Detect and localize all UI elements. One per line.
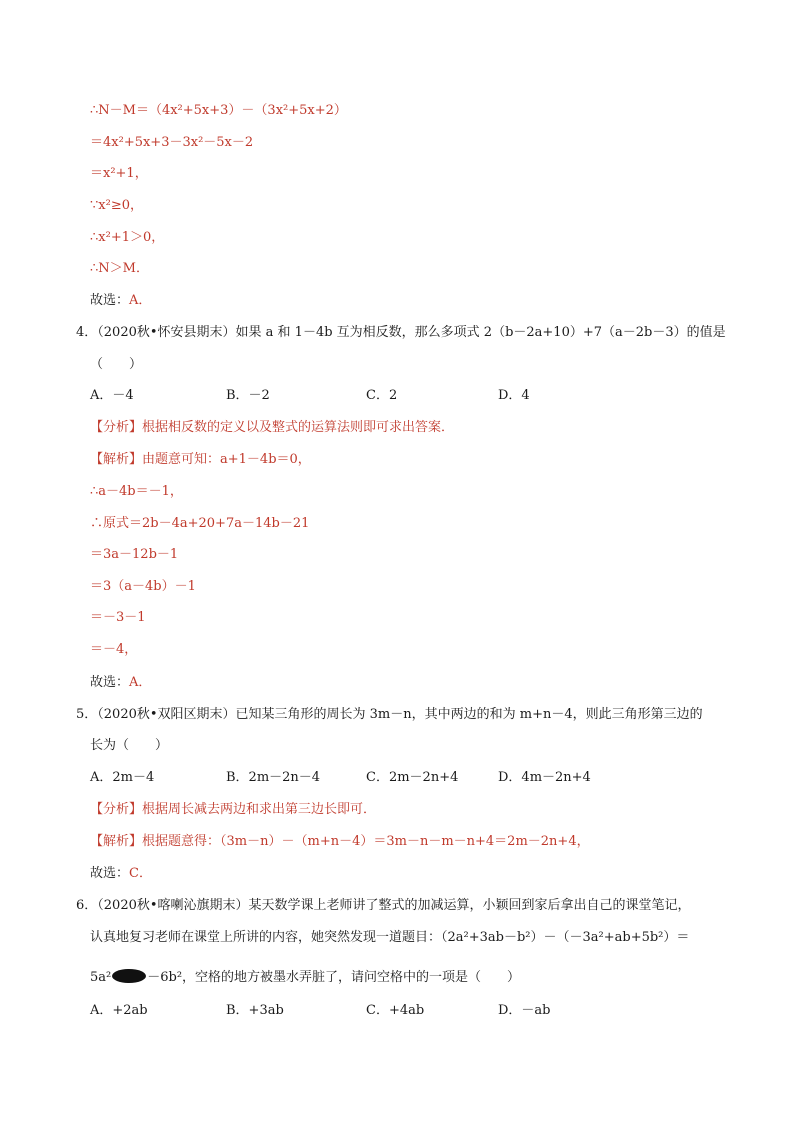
question-6-stem-cont: 认真地复习老师在课堂上所讲的内容，她突然发现一道题目：（2a²+3ab－b²）－（－3a²+ab+5b²）＝: [90, 930, 690, 945]
option-a: A．－4: [90, 388, 134, 403]
analysis-text: 根据周长减去两边和求出第三边长即可．: [142, 802, 377, 817]
option-d: D．4m－2n+4: [498, 770, 591, 785]
solution-tag: 【解析】: [90, 452, 143, 467]
solution-line: ＝－4，: [90, 642, 138, 657]
answer-prefix: 故选：: [90, 675, 130, 690]
question-4-stem: 4．（2020秋•怀安县期末）如果 a 和 1－4b 互为相反数，那么多项式 2（b－2a+10）+7（a－2b－3）的值是: [76, 325, 726, 340]
solution-line: [90, 832, 590, 852]
ink-blot-icon: [112, 969, 146, 983]
solution-line: ∵x²≥0，: [90, 198, 143, 213]
solution-line: ＝3（a－4b）－1: [90, 579, 196, 594]
question-5-stem: 5．（2020秋•双阳区期末）已知某三角形的周长为 3m－n，其中两边的和为 m+n－4，则此三角形第三边的: [76, 707, 703, 722]
stem-text: －6b²，空格的地方被墨水弄脏了，请问空格中的一项是（ ）: [147, 970, 521, 985]
option-a: A．+2ab: [90, 1003, 148, 1018]
answer-line: [90, 291, 151, 311]
solution-line: ＝－3－1: [90, 610, 146, 625]
solution-tag: 【解析】: [90, 834, 143, 849]
question-5-stem-cont: 长为（ ）: [90, 738, 169, 753]
answer-line: [90, 673, 151, 693]
option-b: B．+3ab: [226, 1003, 284, 1018]
solution-line: ∴a－4b＝－1，: [90, 484, 183, 499]
solution-line: ∴x²+1＞0，: [90, 230, 165, 245]
option-d: D．4: [498, 388, 530, 403]
question-4-stem-cont: （ ）: [90, 357, 143, 372]
solution-line: [90, 450, 311, 470]
answer-value: A．: [129, 293, 152, 308]
answer-value: C．: [129, 866, 152, 881]
analysis-line: [90, 800, 376, 820]
solution-line: ∴N＞M．: [90, 261, 149, 276]
answer-line: [90, 864, 152, 884]
question-6-stem-cont: [90, 968, 520, 988]
solution-line: ∴N－M＝（4x²+5x+3）－（3x²+5x+2）: [90, 103, 347, 118]
analysis-line: [90, 418, 454, 438]
option-a: A．2m－4: [90, 770, 155, 785]
option-c: C．2: [366, 388, 398, 403]
solution-text: 根据题意得：（3m－n）－（m+n－4）＝3m－n－m－n+4＝2m－2n+4，: [142, 834, 590, 849]
solution-line: ＝x²+1，: [90, 166, 148, 181]
analysis-tag: 【分析】: [90, 802, 143, 817]
solution-text: 由题意可知：a+1－4b＝0，: [142, 452, 311, 467]
option-c: C．+4ab: [366, 1003, 425, 1018]
analysis-tag: 【分析】: [90, 420, 143, 435]
question-6-stem: 6．（2020秋•喀喇沁旗期末）某天数学课上老师讲了整式的加减运算，小颖回到家后拿出自己的课堂笔记，: [76, 898, 691, 913]
option-d: D．－ab: [498, 1003, 551, 1018]
analysis-text: 根据相反数的定义以及整式的运算法则即可求出答案．: [142, 420, 455, 435]
solution-line: ∴原式＝2b－4a+20+7a－14b－21: [90, 516, 310, 531]
answer-value: A．: [129, 675, 152, 690]
stem-text: 5a²: [90, 970, 112, 985]
option-b: B．2m－2n－4: [226, 770, 321, 785]
solution-line: ＝3a－12b－1: [90, 547, 179, 562]
solution-line: ＝4x²+5x+3－3x²－5x－2: [90, 135, 254, 150]
option-b: B．－2: [226, 388, 270, 403]
option-c: C．2m－2n+4: [366, 770, 459, 785]
answer-prefix: 故选：: [90, 866, 130, 881]
answer-prefix: 故选：: [90, 293, 130, 308]
